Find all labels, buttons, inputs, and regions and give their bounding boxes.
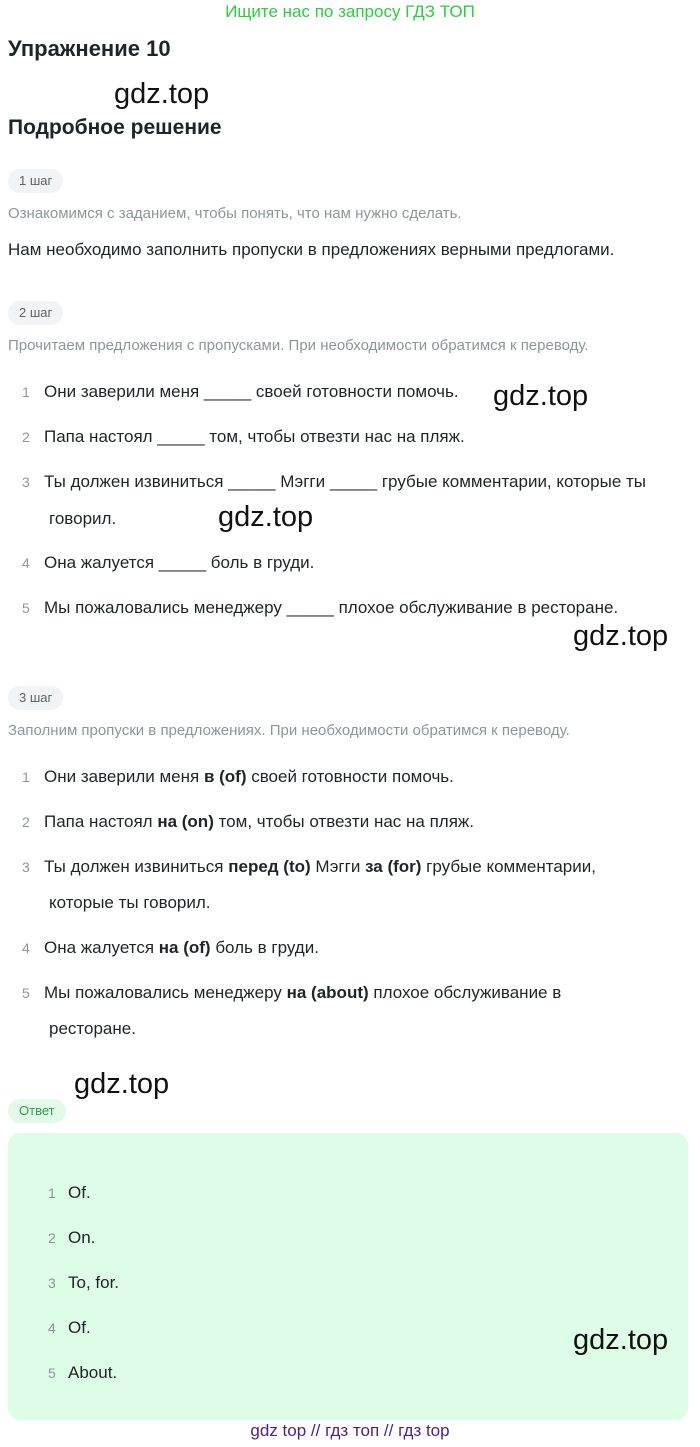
item-number: 1 <box>48 1185 56 1201</box>
answer-preposition: перед (to) <box>228 857 311 876</box>
item-text: Папа настоял _____ том, чтобы отвезти нас на пляж. <box>44 427 465 446</box>
item-text: говорил. <box>49 509 117 528</box>
answer-item <box>48 1273 119 1293</box>
step-1-badge: 1 шаг <box>8 169 63 193</box>
item-text: Мы пожаловались менеджеру _____ плохое обслуживание в ресторане. <box>44 598 619 617</box>
watermark: gdz.top <box>493 380 589 412</box>
item-number: 4 <box>22 555 30 571</box>
watermark: gdz.top <box>74 1068 170 1100</box>
search-banner: Ищите нас по запросу ГДЗ ТОП <box>225 2 475 21</box>
answer-item <box>48 1183 91 1203</box>
item-number: 4 <box>48 1320 56 1336</box>
answer-text: About. <box>68 1363 118 1382</box>
answer-preposition: на (on) <box>157 812 214 831</box>
answer-preposition: за (for) <box>365 857 422 876</box>
answer-preposition: в (of) <box>203 767 247 786</box>
answer-text: Of. <box>68 1183 91 1202</box>
answer-text: Of. <box>68 1318 91 1337</box>
item-text: Папа настоял на (on) том, чтобы отвезти нас на пляж. <box>44 812 474 831</box>
item-number: 5 <box>48 1365 56 1381</box>
item-number: 4 <box>22 940 30 956</box>
step-2-badge: 2 шаг <box>8 301 63 325</box>
item-number: 2 <box>48 1230 56 1246</box>
item-number: 5 <box>22 600 30 616</box>
step-1-hint: Ознакомимся с заданием, чтобы понять, что нам нужно сделать. <box>8 205 462 222</box>
item-text: которые ты говорил. <box>49 893 211 912</box>
item-number: 3 <box>48 1275 56 1291</box>
item-text: Они заверили меня в (of) своей готовности помочь. <box>44 767 454 786</box>
item-text: Она жалуется на (of) боль в груди. <box>44 938 319 957</box>
step-3-hint: Заполним пропуски в предложениях. При необходимости обратимся к переводу. <box>8 722 570 739</box>
step-1-text: Нам необходимо заполнить пропуски в предложениях верными предлогами. <box>8 240 615 259</box>
answer-item <box>48 1228 95 1248</box>
item-text: ресторане. <box>49 1019 136 1038</box>
item-number: 1 <box>22 384 30 400</box>
answer-badge: Ответ <box>8 1099 66 1123</box>
item-text: Она жалуется _____ боль в груди. <box>44 553 315 572</box>
exercise-title: Упражнение 10 <box>8 36 171 61</box>
answer-text: On. <box>68 1228 96 1247</box>
watermark: gdz.top <box>114 78 210 110</box>
solution-title: Подробное решение <box>8 116 222 139</box>
answer-item <box>48 1318 91 1338</box>
item-number: 2 <box>22 814 30 830</box>
step-2-hint: Прочитаем предложения с пропусками. При необходимости обратимся к переводу. <box>8 337 589 354</box>
answer-item <box>48 1363 117 1383</box>
item-number: 2 <box>22 429 30 445</box>
footer-links[interactable]: gdz top // гдз топ // гдз top <box>250 1421 450 1440</box>
item-number: 1 <box>22 769 30 785</box>
watermark: gdz.top <box>573 620 669 652</box>
answer-preposition: на (about) <box>286 983 369 1002</box>
watermark: gdz.top <box>218 501 314 533</box>
item-text: Они заверили меня _____ своей готовности помочь. <box>44 382 459 401</box>
step-3-badge: 3 шаг <box>8 686 63 710</box>
answer-box <box>8 1133 688 1420</box>
item-text: Ты должен извиниться перед (to) Мэгги за (for) грубые комментарии, <box>44 857 596 876</box>
answer-text: To, for. <box>68 1273 120 1292</box>
answer-preposition: на (of) <box>158 938 211 957</box>
item-number: 5 <box>22 985 30 1001</box>
item-number: 3 <box>22 474 30 490</box>
watermark: gdz.top <box>573 1324 669 1356</box>
item-text: Мы пожаловались менеджеру на (about) плохое обслуживание в <box>44 983 562 1002</box>
item-number: 3 <box>22 859 30 875</box>
item-text: Ты должен извиниться _____ Мэгги _____ грубые комментарии, которые ты <box>44 472 646 491</box>
